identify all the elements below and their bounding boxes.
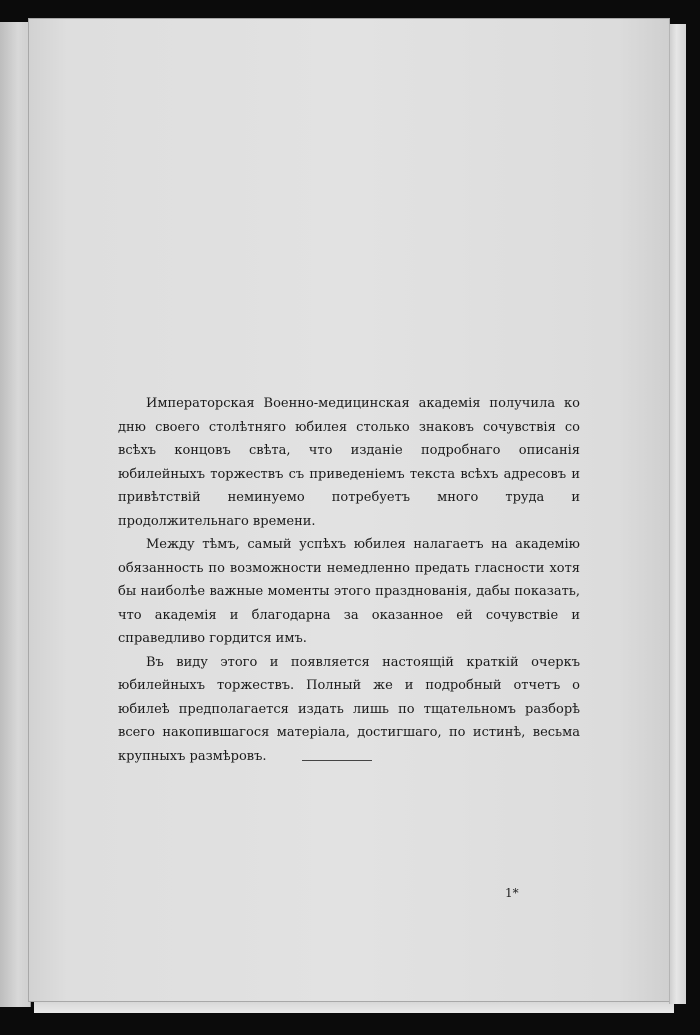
left-page-edge xyxy=(0,22,31,1007)
page-number: 1* xyxy=(505,886,519,900)
paragraph-1: Императорская Военно-медицинская академія получила ко дню своего столѣтняго юбилея столько знаковъ сочувствія со всѣхъ концовъ свѣта, что изданіе подробнаго описанія юбилейныхъ торжествъ съ приведеніемъ текста всѣхъ адресовъ и привѣтствій неминуемо потребуетъ много труда и продолжительнаго времени. xyxy=(118,396,580,529)
body-text xyxy=(118,392,580,768)
page-right-edge xyxy=(669,24,686,1004)
section-divider xyxy=(302,760,372,761)
paragraph-2: Между тѣмъ, самый успѣхъ юбилея налагаетъ на академію обязанность по возможности немедленно предать гласности хотя бы наиболѣе важные моменты этого празднованія, дабы показать, что академія и благодарна за оказанное ей сочувствіе и справедливо гордится имъ. xyxy=(118,537,580,646)
paragraph-3: Въ виду этого и появляется настоящій краткій очеркъ юбилейныхъ торжествъ. Полный же и подробный отчетъ о юбилеѣ предполагается издать лишь по тщательномъ разборѣ всего накопившагося матеріала, достигшаго, по истинѣ, весьма крупныхъ размѣровъ. xyxy=(118,654,580,764)
